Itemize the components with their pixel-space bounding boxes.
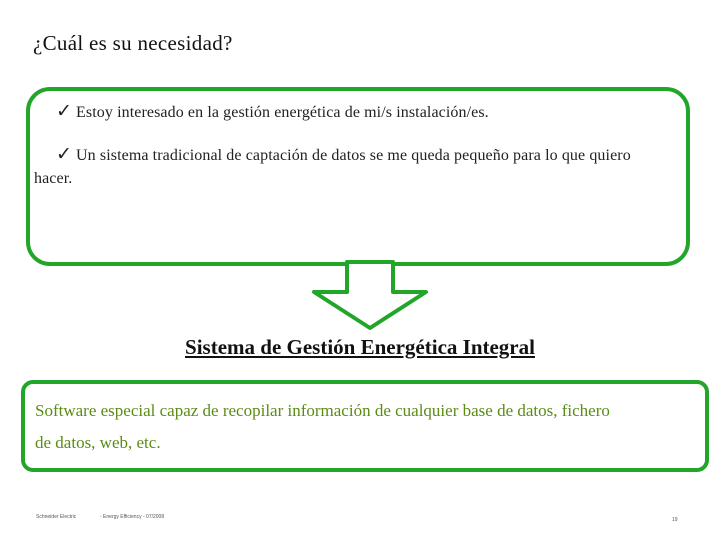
page-number: 19 [672,517,678,523]
footer-company: Schneider Electric [36,514,77,520]
bullet-2-text: Un sistema tradicional de captación de datos se me queda pequeño para lo que quiero [76,147,631,164]
bullet-2-continuation: hacer. [34,170,73,187]
footer-info: - Energy Efficiency - 07/2008 [100,514,165,520]
description-line-2: de datos, web, etc. [35,433,161,452]
check-icon: ✓ [56,144,73,165]
check-icon: ✓ [56,101,73,122]
bullet-1 [56,100,489,123]
bullet-1-text: Estoy interesado en la gestión energética de mi/s instalación/es. [76,104,489,121]
description-text [35,395,710,459]
bullet-2 [56,143,631,166]
slide-title: ¿Cuál es su necesidad? [33,31,233,55]
subtitle: Sistema de Gestión Energética Integral [185,335,535,359]
down-arrow-icon [300,262,440,332]
description-line-1: Software especial capaz de recopilar información de cualquier base de datos, fichero [35,401,610,420]
